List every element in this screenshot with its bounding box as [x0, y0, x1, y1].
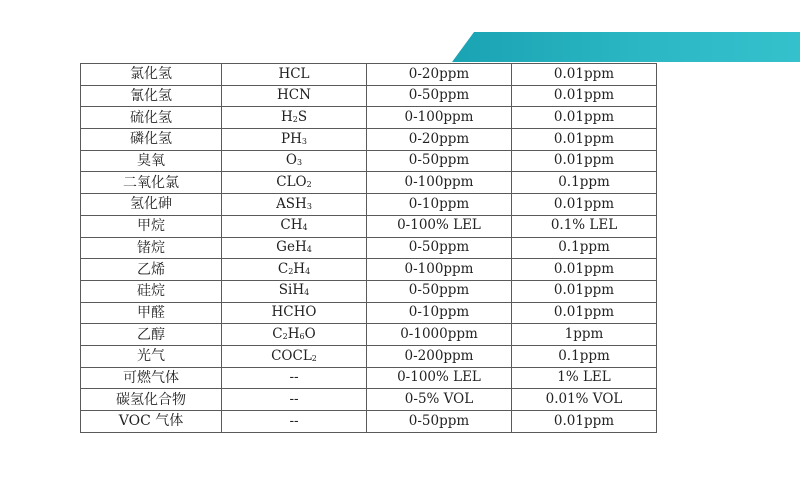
measuring-range-cell: 0-20ppm: [367, 64, 512, 86]
measuring-range-cell: 0-20ppm: [367, 129, 512, 151]
resolution-cell: 0.01% VOL: [512, 389, 657, 411]
gas-name-cell: 硫化氢: [81, 107, 222, 129]
resolution-cell: 0.01ppm: [512, 280, 657, 302]
gas-formula-cell: [222, 172, 367, 194]
formula-subscript: 4: [304, 288, 310, 298]
formula-text: CH: [280, 217, 303, 234]
gas-formula-cell: [222, 389, 367, 411]
gas-formula-cell: [222, 64, 367, 86]
table-row: [81, 150, 657, 172]
measuring-range-cell: 0-50ppm: [367, 150, 512, 172]
resolution-cell: 1ppm: [512, 324, 657, 346]
formula-text: HCL: [278, 65, 310, 82]
gas-name-cell: 甲烷: [81, 215, 222, 237]
gas-name-cell: 氢化砷: [81, 194, 222, 216]
resolution-cell: 0.1ppm: [512, 345, 657, 367]
resolution-cell: 0.01ppm: [512, 302, 657, 324]
measuring-range-cell: 0-100ppm: [367, 172, 512, 194]
resolution-cell: 0.01ppm: [512, 129, 657, 151]
gas-formula-cell: [222, 280, 367, 302]
measuring-range-cell: 0-200ppm: [367, 345, 512, 367]
gas-formula-cell: [222, 194, 367, 216]
gas-name-cell: 碳氢化合物: [81, 389, 222, 411]
formula-subscript: 2: [306, 180, 312, 190]
table-row: [81, 85, 657, 107]
formula-text: --: [289, 412, 299, 429]
measuring-range-cell: 0-50ppm: [367, 237, 512, 259]
gas-name-cell: 可燃气体: [81, 367, 222, 389]
table-row: [81, 324, 657, 346]
formula-subscript: 4: [305, 266, 311, 276]
gas-formula-cell: [222, 150, 367, 172]
formula-subscript: 6: [299, 331, 305, 341]
measuring-range-cell: 0-50ppm: [367, 280, 512, 302]
gas-formula-cell: [222, 129, 367, 151]
resolution-cell: 0.01ppm: [512, 64, 657, 86]
formula-text: C: [277, 260, 289, 277]
formula-text: HCN: [277, 87, 311, 104]
formula-text: H: [287, 325, 300, 342]
formula-text: COCL: [271, 347, 312, 364]
resolution-cell: 0.01ppm: [512, 194, 657, 216]
formula-text: HCHO: [271, 304, 317, 321]
gas-name-cell: 乙醇: [81, 324, 222, 346]
resolution-cell: 0.01ppm: [512, 85, 657, 107]
measuring-range-cell: 0-1000ppm: [367, 324, 512, 346]
gas-formula-cell: [222, 237, 367, 259]
table-row: [81, 172, 657, 194]
gas-formula-cell: [222, 85, 367, 107]
resolution-cell: 0.1ppm: [512, 172, 657, 194]
table-row: [81, 367, 657, 389]
gas-spec-table-body: [81, 64, 657, 433]
gas-formula-cell: [222, 324, 367, 346]
gas-name-cell: 臭氧: [81, 150, 222, 172]
table-row: [81, 237, 657, 259]
gas-name-cell: 硅烷: [81, 280, 222, 302]
gas-name-cell: VOC 气体: [81, 411, 222, 433]
measuring-range-cell: 0-10ppm: [367, 194, 512, 216]
formula-text: ASH: [276, 195, 307, 212]
formula-subscript: 3: [296, 158, 303, 168]
resolution-cell: 0.01ppm: [512, 107, 657, 129]
measuring-range-cell: 0-100% LEL: [367, 367, 512, 389]
table-row: [81, 259, 657, 281]
resolution-cell: 0.01ppm: [512, 150, 657, 172]
table-row: [81, 129, 657, 151]
table-row: [81, 345, 657, 367]
formula-text: SiH: [278, 282, 305, 299]
measuring-range-cell: 0-5% VOL: [367, 389, 512, 411]
table-row: [81, 64, 657, 86]
formula-text: GeH: [276, 239, 307, 256]
formula-text: CLO: [276, 174, 307, 191]
formula-subscript: 2: [292, 114, 298, 124]
measuring-range-cell: 0-100% LEL: [367, 215, 512, 237]
gas-name-cell: 氯化氢: [81, 64, 222, 86]
table-row: [81, 280, 657, 302]
measuring-range-cell: 0-50ppm: [367, 85, 512, 107]
resolution-cell: 0.01ppm: [512, 259, 657, 281]
measuring-range-cell: 0-10ppm: [367, 302, 512, 324]
resolution-cell: 0.01ppm: [512, 411, 657, 433]
gas-formula-cell: [222, 302, 367, 324]
gas-formula-cell: [222, 367, 367, 389]
formula-text: C: [272, 325, 283, 342]
gas-name-cell: 乙烯: [81, 259, 222, 281]
gas-spec-table: [80, 63, 657, 433]
gas-name-cell: 二氧化氯: [81, 172, 222, 194]
formula-subscript: 2: [282, 331, 288, 341]
table-row: [81, 302, 657, 324]
gas-name-cell: 光气: [81, 345, 222, 367]
resolution-cell: 0.1ppm: [512, 237, 657, 259]
formula-text: O: [285, 152, 297, 169]
measuring-range-cell: 0-50ppm: [367, 411, 512, 433]
gas-formula-cell: [222, 215, 367, 237]
measuring-range-cell: 0-100ppm: [367, 259, 512, 281]
gas-name-cell: 磷化氢: [81, 129, 222, 151]
gas-name-cell: 锗烷: [81, 237, 222, 259]
formula-text: --: [289, 390, 299, 407]
formula-text: --: [289, 369, 299, 386]
gas-formula-cell: [222, 411, 367, 433]
formula-text: H: [280, 108, 293, 125]
formula-text: S: [297, 108, 308, 125]
formula-text: PH: [281, 130, 302, 147]
table-row: [81, 411, 657, 433]
gas-name-cell: 氰化氢: [81, 85, 222, 107]
table-row: [81, 215, 657, 237]
formula-subscript: 2: [288, 266, 294, 276]
gas-name-cell: 甲醛: [81, 302, 222, 324]
formula-subscript: 4: [306, 245, 312, 255]
formula-text: O: [304, 325, 316, 342]
formula-subscript: 2: [311, 353, 317, 363]
header-banner: [452, 32, 800, 62]
table-row: [81, 389, 657, 411]
table-row: [81, 194, 657, 216]
resolution-cell: 1% LEL: [512, 367, 657, 389]
gas-formula-cell: [222, 259, 367, 281]
formula-subscript: 4: [302, 223, 308, 233]
resolution-cell: 0.1% LEL: [512, 215, 657, 237]
measuring-range-cell: 0-100ppm: [367, 107, 512, 129]
formula-text: H: [293, 260, 306, 277]
table-row: [81, 107, 657, 129]
formula-subscript: 3: [301, 136, 307, 146]
gas-formula-cell: [222, 107, 367, 129]
gas-formula-cell: [222, 345, 367, 367]
formula-subscript: 3: [306, 201, 312, 211]
